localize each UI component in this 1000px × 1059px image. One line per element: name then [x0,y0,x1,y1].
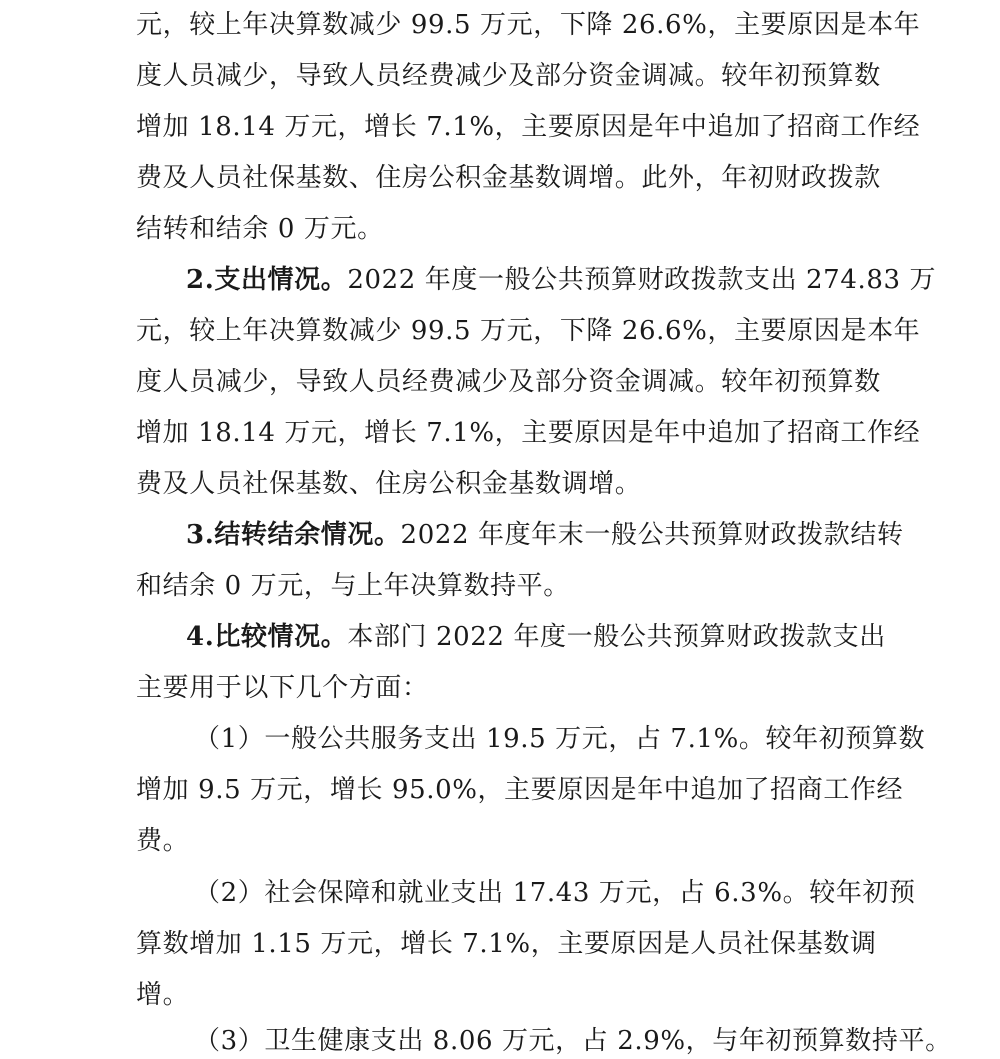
text-line: （1）一般公共服务支出 19.5 万元，占 7.1%。较年初预算数 [194,724,926,754]
text-line: 增加 18.14 万元，增长 7.1%，主要原因是年中追加了招商工作经 [136,112,921,142]
text-run: 本部门 2022 年度一般公共预算财政拨款支出 [347,622,886,652]
text-run: 2022 年度年末一般公共预算财政拨款结转 [400,520,904,550]
text-line: 度人员减少，导致人员经费减少及部分资金调减。较年初预算数 [136,61,881,91]
text-line: 增。 [136,980,190,1010]
text-line: 元，较上年决算数减少 99.5 万元，下降 26.6%，主要原因是本年 [136,10,921,40]
text-line: 元，较上年决算数减少 99.5 万元，下降 26.6%，主要原因是本年 [136,316,921,346]
text-line: 费及人员社保基数、住房公积金基数调增。 [136,469,642,499]
text-line: 和结余 0 万元，与上年决算数持平。 [136,571,570,601]
section-heading: 4.比较情况。 [186,622,348,652]
text-run: 2022 年度一般公共预算财政拨款支出 274.83 万 [347,265,937,295]
text-line: 增加 18.14 万元，增长 7.1%，主要原因是年中追加了招商工作经 [136,418,921,448]
text-line: 度人员减少，导致人员经费减少及部分资金调减。较年初预算数 [136,367,881,397]
section-heading: 3.结转结余情况。 [186,520,401,550]
text-line: 主要用于以下几个方面： [136,673,429,703]
text-line [186,518,904,552]
text-line [186,263,936,297]
section-heading: 2.支出情况。 [186,265,348,295]
text-line: 算数增加 1.15 万元，增长 7.1%，主要原因是人员社保基数调 [136,929,877,959]
text-line [186,620,886,654]
text-line: （3）卫生健康支出 8.06 万元，占 2.9%，与年初预算数持平。 [194,1026,952,1056]
text-line: 增加 9.5 万元，增长 95.0%，主要原因是年中追加了招商工作经 [136,775,904,805]
text-line: 费。 [136,826,190,856]
text-line: 费及人员社保基数、住房公积金基数调增。此外，年初财政拨款 [136,163,881,193]
text-line: （2）社会保障和就业支出 17.43 万元，占 6.3%。较年初预 [194,878,916,908]
text-line: 结转和结余 0 万元。 [136,214,384,244]
